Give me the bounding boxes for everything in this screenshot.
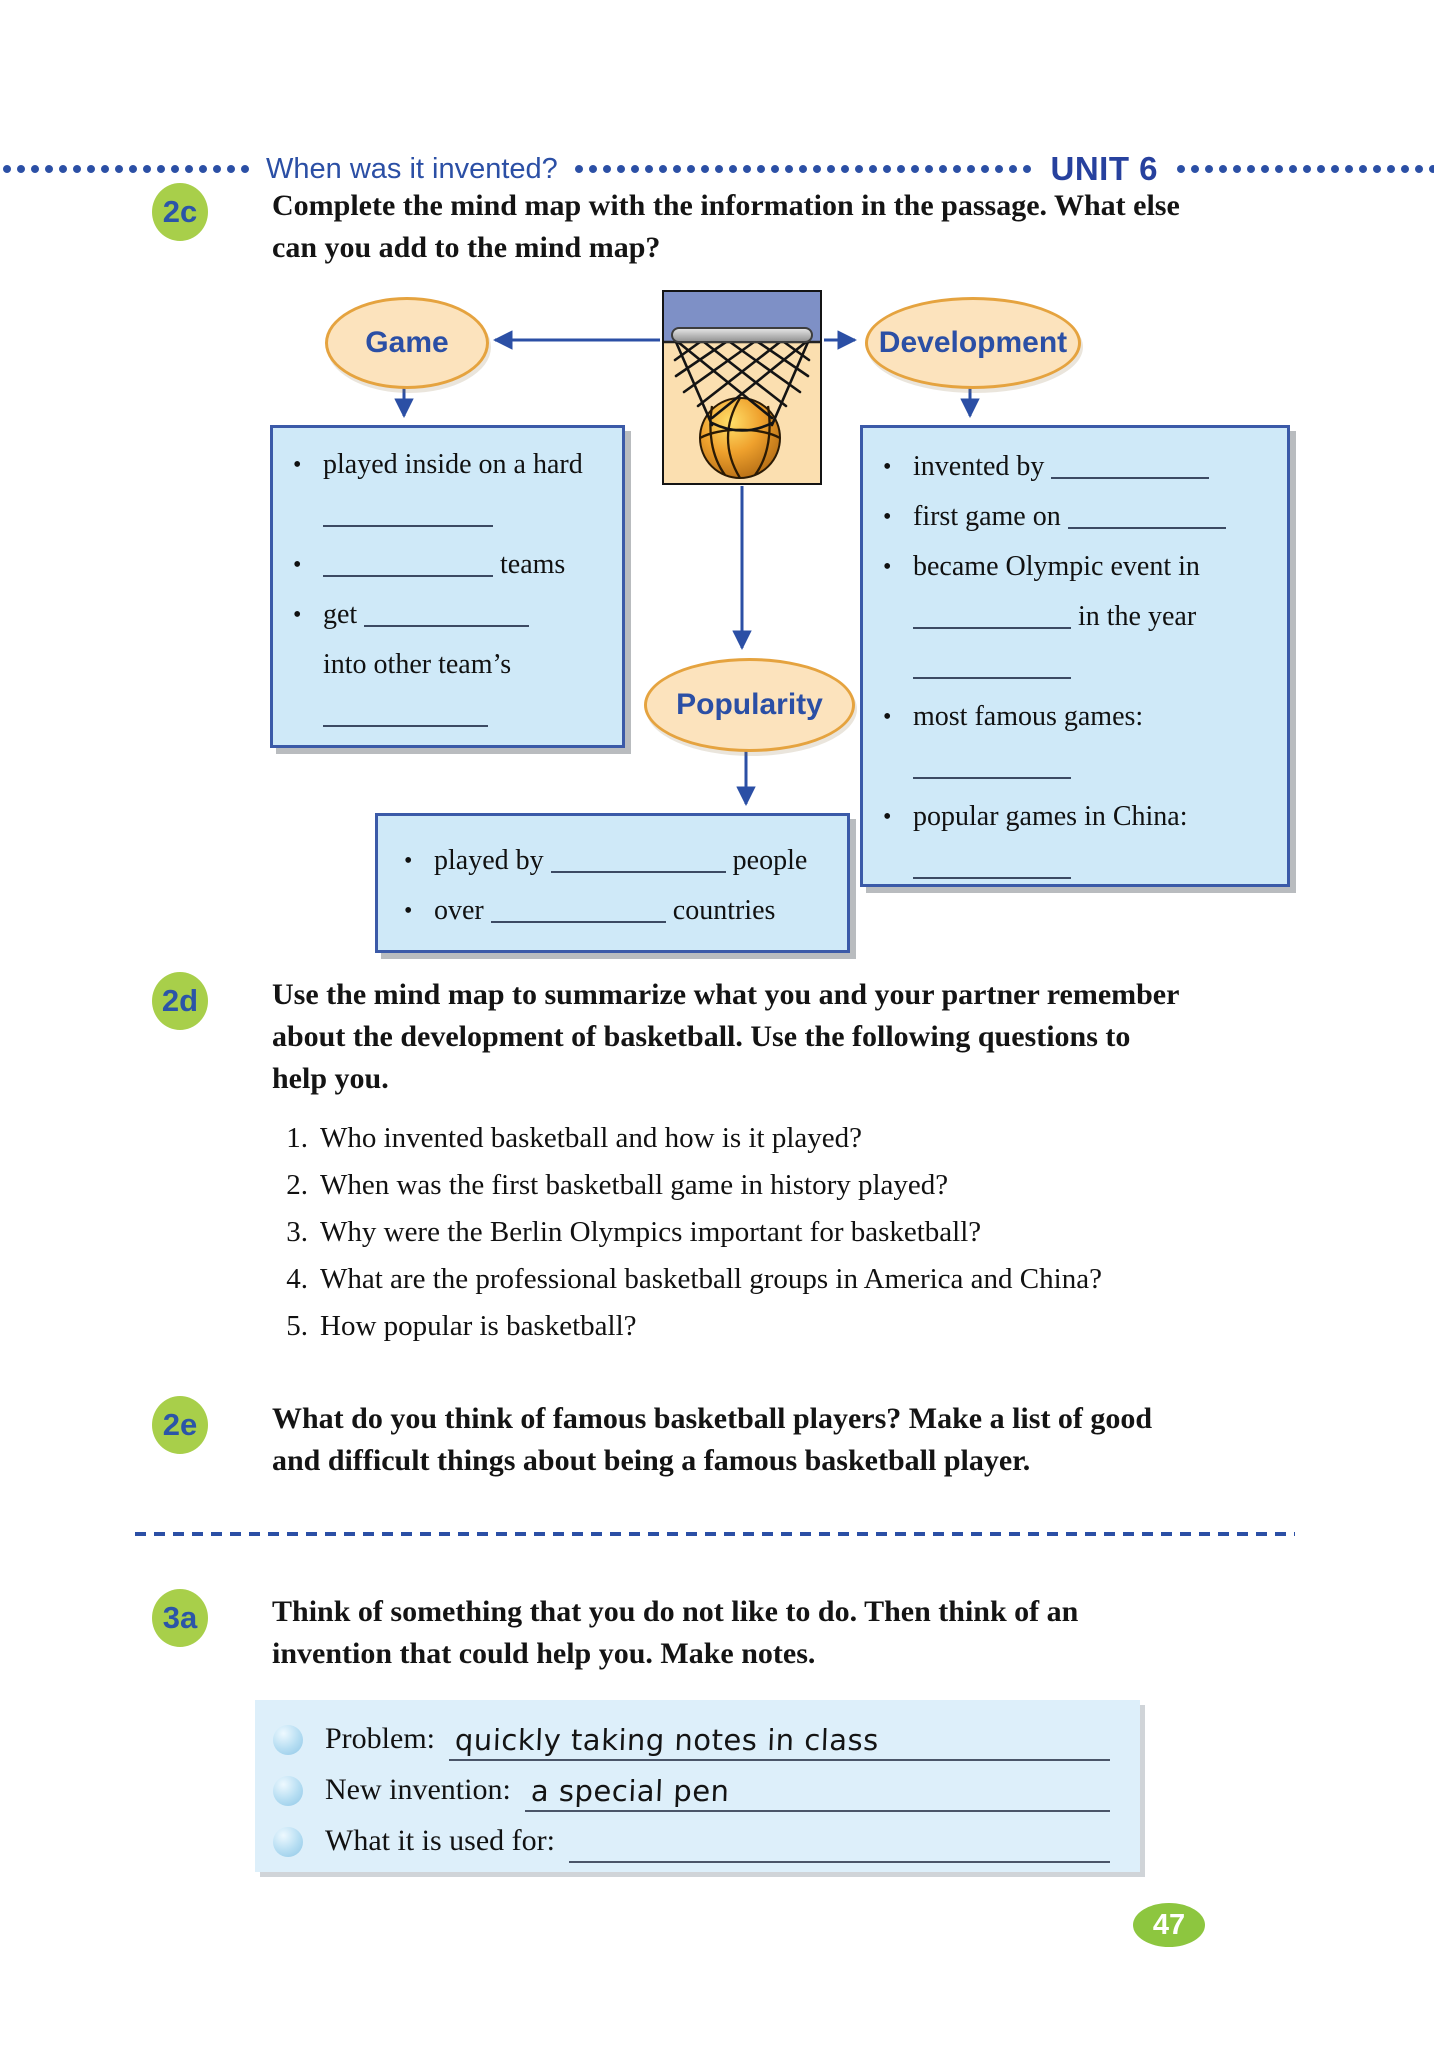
question-number: 2. [286, 1169, 308, 1201]
question-number: 4. [286, 1263, 308, 1295]
mindmap-box-item [883, 692, 1269, 792]
question-number: 3. [286, 1216, 308, 1248]
item-text: became Olympic event in in the year [913, 542, 1269, 692]
answer-line [525, 1766, 1110, 1812]
item-text: first game on [913, 492, 1269, 542]
node-label: Game [365, 326, 449, 359]
question-text: What are the professional basketball groups in America and China? [320, 1263, 1102, 1295]
question-text: Why were the Berlin Olympics important for basketball? [320, 1216, 982, 1248]
note-row [255, 1812, 1140, 1863]
item-text: get into other team’s [323, 590, 604, 740]
unit-topic-title: When was it invented? [266, 152, 558, 185]
handwritten-answer: a special pen [530, 1774, 730, 1808]
mindmap-box-item [293, 540, 604, 590]
text-line: can you add to the mind map? [272, 231, 661, 264]
mindmap-node-game [325, 297, 489, 389]
bullet-icon: • [293, 552, 302, 578]
unit-label: UNIT 6 [1050, 150, 1158, 187]
section-badge-2d: 2d [152, 972, 208, 1030]
item-text: teams [323, 540, 604, 590]
text-line: Use the mind map to summarize what you and your partner remember [272, 978, 1180, 1011]
section-2e-instruction [272, 1398, 1152, 1482]
section-badge-2e: 2e [152, 1396, 208, 1454]
question-text: Who invented basketball and how is it played? [320, 1122, 862, 1154]
mindmap-box-item [883, 542, 1269, 692]
fill-in-blank [551, 857, 726, 873]
circle-bullet-icon [273, 1776, 303, 1806]
question-text: How popular is basketball? [320, 1310, 637, 1342]
notes-box [255, 1700, 1140, 1872]
text-line: Think of something that you do not like to do. Then think of an [272, 1595, 1079, 1628]
question-row [272, 1310, 1102, 1357]
question-number: 1. [286, 1122, 308, 1154]
item-text: over countries [434, 895, 776, 926]
bullet-icon: • [404, 898, 413, 924]
note-label: What it is used for: [325, 1824, 555, 1857]
node-label: Development [878, 326, 1068, 359]
mindmap-box-item [883, 442, 1269, 492]
bullet-icon: • [883, 804, 892, 830]
fill-in-blank [913, 663, 1071, 679]
dotted-rule [0, 164, 252, 174]
mindmap-node-popularity [644, 658, 855, 752]
section-badge-2c: 2c [152, 183, 208, 241]
mind-map [135, 280, 1335, 980]
question-row [272, 1216, 1102, 1263]
mindmap-box-item [883, 792, 1269, 892]
item-text: played inside on a hard [323, 440, 604, 540]
note-label: Problem: [325, 1722, 435, 1755]
text-line: about the development of basketball. Use the following questions to [272, 1020, 1131, 1053]
circle-bullet-icon [273, 1827, 303, 1857]
text-line: What do you think of famous basketball players? Make a list of good [272, 1402, 1153, 1435]
fill-in-blank [323, 561, 493, 577]
dotted-rule [1174, 164, 1434, 174]
bullet-icon: • [883, 704, 892, 730]
bullet-icon: • [883, 454, 892, 480]
fill-in-blank [491, 907, 666, 923]
page-header [0, 148, 1434, 190]
text-line: Complete the mind map with the information in the passage. What else [272, 189, 1180, 222]
item-text: played by people [434, 845, 808, 876]
mindmap-box-item [404, 886, 829, 936]
answer-line [569, 1817, 1110, 1863]
mindmap-box-item [293, 590, 604, 740]
item-text: invented by [913, 442, 1269, 492]
question-text: When was the first basketball game in history played? [320, 1169, 949, 1201]
page-number-badge: 47 [1133, 1903, 1205, 1947]
fill-in-blank [364, 611, 529, 627]
mindmap-box-item [293, 440, 604, 540]
question-list [272, 1122, 1102, 1357]
section-2c-instruction [272, 185, 1180, 269]
popularity-details-box [375, 813, 850, 953]
mindmap-box-item [404, 836, 829, 886]
fill-in-blank [913, 613, 1071, 629]
fill-in-blank [323, 511, 493, 527]
fill-in-blank [323, 711, 488, 727]
mindmap-node-development [865, 297, 1081, 389]
question-row [272, 1169, 1102, 1216]
section-3a-instruction [272, 1591, 1078, 1675]
mindmap-box-item [883, 492, 1269, 542]
note-label: New invention: [325, 1773, 511, 1806]
dotted-rule [572, 164, 1035, 174]
note-row [255, 1710, 1140, 1761]
answer-line [449, 1715, 1110, 1761]
fill-in-blank [1051, 463, 1209, 479]
bullet-icon: • [293, 452, 302, 478]
handwritten-answer: quickly taking notes in class [454, 1723, 880, 1757]
fill-in-blank [913, 763, 1071, 779]
section-badge-3a: 3a [152, 1589, 208, 1647]
text-line: and difficult things about being a famous basketball player. [272, 1444, 1031, 1477]
bullet-icon: • [293, 602, 302, 628]
fill-in-blank [1068, 513, 1226, 529]
question-row [272, 1263, 1102, 1310]
game-details-box [270, 425, 625, 748]
section-2d-instruction [272, 974, 1179, 1100]
question-row [272, 1122, 1102, 1169]
fill-in-blank [913, 863, 1071, 879]
development-details-box [860, 425, 1290, 887]
section-divider [135, 1532, 1295, 1536]
text-line: invention that could help you. Make notes. [272, 1637, 816, 1670]
circle-bullet-icon [273, 1725, 303, 1755]
node-label: Popularity [676, 688, 823, 721]
bullet-icon: • [883, 504, 892, 530]
bullet-icon: • [404, 848, 413, 874]
question-number: 5. [286, 1310, 308, 1342]
text-line: help you. [272, 1062, 389, 1095]
note-row [255, 1761, 1140, 1812]
item-text: most famous games: [913, 692, 1269, 792]
item-text: popular games in China: [913, 792, 1269, 892]
bullet-icon: • [883, 554, 892, 580]
basketball-hoop-image [662, 290, 822, 485]
